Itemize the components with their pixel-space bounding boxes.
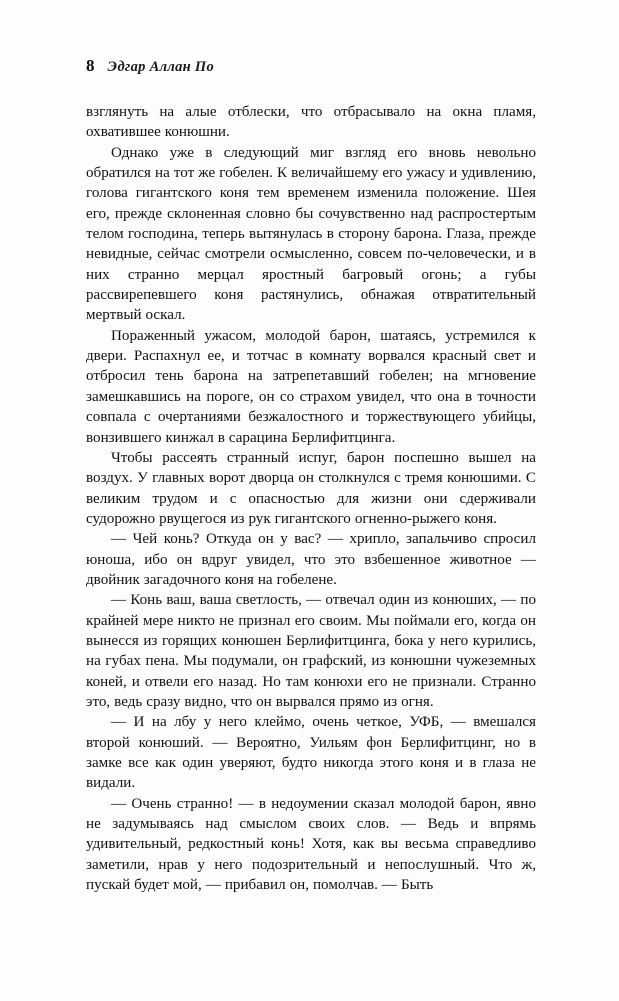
paragraph: — Чей конь? Откуда он у вас? — хрипло, запальчиво спросил юноша, ибо он вдруг увидел, что это взбешенное животное — двойник загадочного коня на гобелене. (86, 531, 536, 588)
paragraph: — И на лбу у него клеймо, очень четкое, УФБ, — вмешался второй конюший. — Вероятно, Уильям фон Берлифитцинг, но в замке все как один уверяют, будто никогда этого коня и в глаза не видали. (86, 714, 536, 792)
paragraph: — Очень странно! — в недоумении сказал молодой барон, явно не задумываясь над смыслом своих слов. — Ведь и впрямь удивительный, редкостный конь! Хотя, как вы весьма справедливо заметили, нрав у него подозрительный и непослушный. Что ж, пускай будет мой, — прибавил он, помолчав. — Быть (86, 795, 536, 894)
running-title: Эдгар Аллан По (107, 59, 215, 75)
page-header (86, 56, 536, 78)
paragraph: взглянуть на алые отблески, что отбрасывало на окна пламя, охватившее конюшни. (86, 104, 536, 141)
paragraph: Пораженный ужасом, молодой барон, шатаясь, устремился к двери. Распахнул ее, и тотчас в комнату ворвался красный свет и отбросил тень барона на затрепетавший гобелен; на мгновение замешкавшись на пороге, он со страхом увидел, что она в точности совпала с очертаниями безжалостного и торжествующего убийцы, вонзившего кинжал в сарацина Берлифитцинга. (86, 327, 536, 446)
paragraph: — Конь ваш, ваша светлость, — отвечал один из конюших, — по крайней мере никто не признал его своим. Мы поймали его, когда он вынесся из горящих конюшен Берлифитцинга, бока у него курились, на губах пена. Мы подумали, он графский, из конюшни чужеземных коней, и отвели его назад. Но там конюхи его не признали. Странно это, ведь сразу видно, что он вырвался прямо из огня. (86, 592, 536, 710)
body-text (86, 102, 536, 895)
page-content (86, 56, 536, 895)
page-number: 8 (86, 56, 95, 75)
paragraph: Чтобы рассеять странный испуг, барон поспешно вышел на воздух. У главных ворот дворца он столкнулся с тремя конюшими. С великим трудом и с опасностью для жизни они сдерживали судорожно рвущегося из рук гигантского огненно-рыжего коня. (86, 449, 536, 527)
paragraph: Однако уже в следующий миг взгляд его вновь невольно обратился на тот же гобелен. К величайшему его ужасу и удивлению, голова гигантского коня тем временем изменила положение. Шея его, прежде склоненная словно бы сочувственно над распростертым телом господина, теперь вытянулась в сторону барона. Глаза, прежде невидные, сейчас смотрели осмысленно, совсем по-человечески, и в них странно мерцал яростный багровый огонь; а губы рассвирепевшего коня растянулись, обнажая отвратительный мертвый оскал. (86, 144, 536, 324)
